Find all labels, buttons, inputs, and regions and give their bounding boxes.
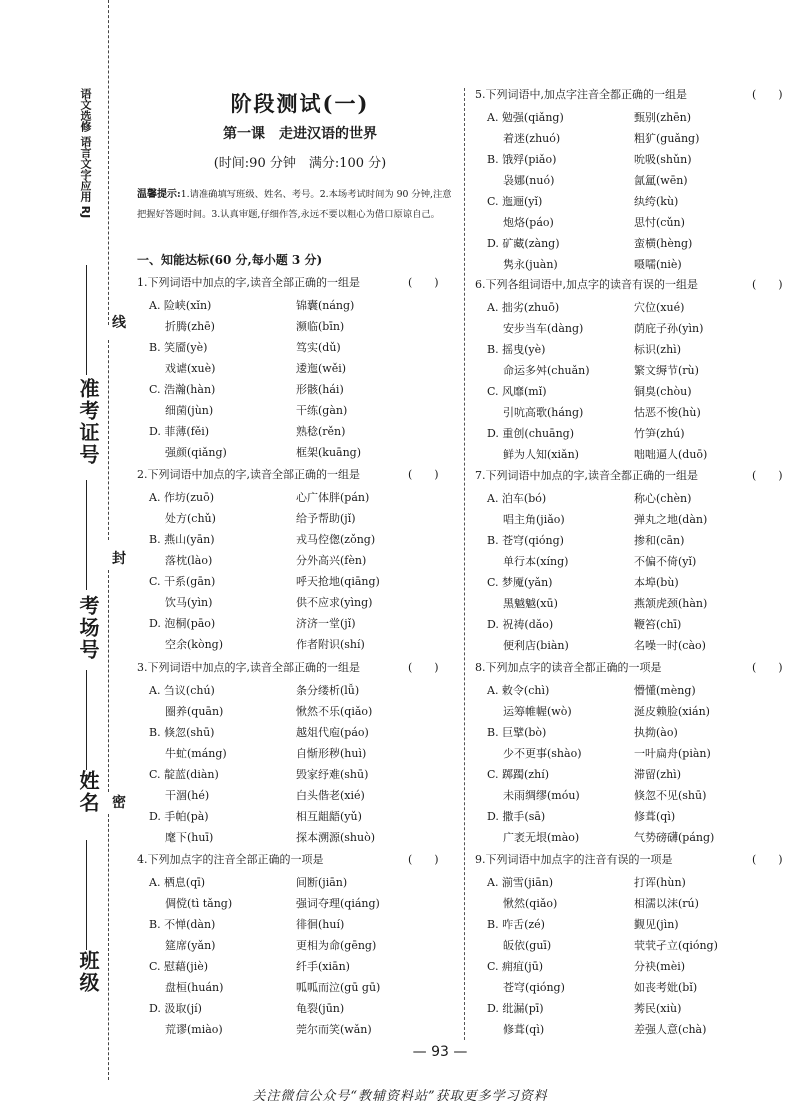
question-stem: 4.下列加点字的注音全部正确的一项是 — [137, 853, 324, 866]
option-word: 牛虻(máng) — [165, 747, 227, 760]
option-word: B. 巨擘(bò) — [487, 726, 547, 739]
option-word: 修葺(qì) — [503, 1023, 545, 1036]
question-stem: 3.下列词语中加点的字,读音全部正确的一组是 — [137, 661, 360, 674]
option-word: 少不更事(shào) — [503, 747, 582, 760]
answer-blank[interactable]: ( ) — [752, 853, 783, 866]
option-word: 标识(zhì) — [634, 343, 681, 356]
option-word: 莞尔而笑(wǎn) — [296, 1023, 372, 1036]
option-word: 嗫嚅(niè) — [634, 258, 682, 271]
option-word: 袅娜(nuó) — [503, 174, 555, 187]
option-word: 折腾(zhē) — [165, 320, 215, 333]
option-word: 茕茕孑立(qióng) — [634, 939, 718, 952]
option-word: 运筹帷幄(wò) — [503, 705, 572, 718]
option-word: 炮烙(páo) — [503, 216, 554, 229]
option-word: D. 菲薄(fěi) — [149, 425, 210, 438]
option-word: 本埠(bù) — [634, 576, 679, 589]
option-word: A. 作坊(zuō) — [149, 491, 215, 504]
question-stem: 8.下列加点字的读音全都正确的一项是 — [475, 661, 662, 674]
option-word: A. 拙劣(zhuō) — [487, 301, 560, 314]
option-word: 圈养(quān) — [165, 705, 224, 718]
fill-blank-line — [86, 670, 87, 770]
option-word: 龟裂(jūn) — [296, 1002, 345, 1015]
option-word: A. 敕令(chì) — [487, 684, 550, 697]
lesson-title: 第一课 走进汉语的世界 — [223, 126, 377, 142]
option-word: 徘徊(huí) — [296, 918, 345, 931]
tip-paragraph — [137, 185, 453, 224]
footer-note: 关注微信公众号“教辅资料站”获取更多学习资料 — [252, 1089, 548, 1104]
option-word: D. 矿藏(zàng) — [487, 237, 560, 250]
option-word: 一叶扁舟(piàn) — [634, 747, 711, 760]
option-word: 燕颔虎颈(hàn) — [634, 597, 708, 610]
option-word: 吮吸(shǔn) — [634, 153, 692, 166]
answer-blank[interactable]: ( ) — [752, 88, 783, 101]
option-word: 相互龃龉(yǔ) — [296, 810, 362, 823]
option-word: B. 咋舌(zé) — [487, 918, 545, 931]
option-word: 苍穹(qióng) — [503, 981, 565, 994]
option-word: 济济一堂(jǐ) — [296, 617, 356, 630]
option-word: 繁文缛节(rù) — [634, 364, 699, 377]
option-word: 倏忽不见(shū) — [634, 789, 707, 802]
name-label: 姓名 — [76, 770, 100, 814]
option-word: 懵懂(mèng) — [634, 684, 696, 697]
binding-dashed-line — [108, 0, 109, 325]
option-word: 差强人意(chà) — [634, 1023, 707, 1036]
fill-blank-line — [86, 265, 87, 375]
option-word: C. 靛蓝(diàn) — [149, 768, 219, 781]
option-word: 安步当车(dàng) — [503, 322, 584, 335]
option-word: 筵席(yǎn) — [165, 939, 216, 952]
exam-number-label: 准考证号 — [76, 378, 100, 466]
option-word: 穴位(xué) — [634, 301, 685, 314]
option-word: 相濡以沫(rú) — [634, 897, 699, 910]
option-word: 不偏不倚(yǐ) — [634, 555, 697, 568]
answer-blank[interactable]: ( ) — [408, 468, 439, 481]
option-word: 空余(kòng) — [165, 638, 223, 651]
option-word: 毁家纾难(shū) — [296, 768, 369, 781]
option-word: A. 勉强(qiǎng) — [487, 111, 564, 124]
option-word: 甄别(zhēn) — [634, 111, 692, 124]
option-word: B. 饿殍(piǎo) — [487, 153, 557, 166]
option-word: D. 撒手(sā) — [487, 810, 546, 823]
option-word: 呱呱而泣(gū gū) — [296, 981, 381, 994]
question-stem: 7.下列词语中加点的字,读音全都正确的一组是 — [475, 469, 698, 482]
option-word: 皈依(guī) — [503, 939, 552, 952]
option-word: 分外高兴(fèn) — [296, 554, 367, 567]
option-word: 鞭笞(chī) — [634, 618, 682, 631]
option-word: 修葺(qì) — [634, 810, 676, 823]
question-stem: 5.下列词语中,加点字注音全都正确的一组是 — [475, 88, 687, 101]
option-word: 引吭高歌(háng) — [503, 406, 584, 419]
binding-dashed-line — [108, 340, 109, 540]
page-number: — 93 — — [412, 1044, 468, 1060]
option-word: 便利店(biàn) — [503, 639, 569, 652]
option-word: B. 苍穹(qióng) — [487, 534, 564, 547]
option-word: 弹丸之地(dàn) — [634, 513, 708, 526]
option-word: 黑魆魆(xū) — [503, 597, 558, 610]
option-word: 氤氲(wēn) — [634, 174, 688, 187]
option-word: 自惭形秽(huì) — [296, 747, 367, 760]
option-word: 鲜为人知(xiǎn) — [503, 448, 579, 461]
option-word: A. 湔雪(jiān) — [487, 876, 554, 889]
option-word: 广袤无垠(mào) — [503, 831, 580, 844]
binding-mark-seal: 封 — [112, 551, 126, 567]
option-word: 干练(gàn) — [296, 404, 348, 417]
answer-blank[interactable]: ( ) — [752, 278, 783, 291]
option-word: 濒临(bīn) — [296, 320, 345, 333]
question-stem: 6.下列各组词语中,加点字的读音有误的一组是 — [475, 278, 698, 291]
option-word: 滞留(zhì) — [634, 768, 681, 781]
class-label: 班级 — [76, 950, 100, 994]
option-word: 思忖(cǔn) — [634, 216, 685, 229]
exam-room-label: 考场号 — [76, 595, 100, 661]
tip-text: 1.请准确填写班级、姓名、考号。2.本场考试时间为 90 分钟,注意把握好答题时间。3.认真审题,仔细作答,永远不要以粗心为借口原谅自己。 — [137, 189, 452, 220]
option-word: 越俎代庖(páo) — [296, 726, 369, 739]
option-word: 竹笋(zhú) — [634, 427, 685, 440]
option-word: C. 浩瀚(hàn) — [149, 383, 216, 396]
option-word: D. 手帕(pà) — [149, 810, 209, 823]
answer-blank[interactable]: ( ) — [408, 661, 439, 674]
column-separator — [464, 88, 465, 1040]
option-word: 作者附识(shí) — [296, 638, 365, 651]
option-word: 麾下(huī) — [165, 831, 214, 844]
option-word: 愀然(qiǎo) — [503, 897, 558, 910]
option-word: 愀然不乐(qiǎo) — [296, 705, 373, 718]
question-stem: 1.下列词语中加点的字,读音全部正确的一组是 — [137, 276, 360, 289]
option-word: 锦囊(náng) — [296, 299, 355, 312]
option-word: 掺和(cān) — [634, 534, 685, 547]
option-word: 戎马倥偬(zǒng) — [296, 533, 376, 546]
option-word: 落枕(lào) — [165, 554, 213, 567]
option-word: 名噪一时(cào) — [634, 639, 706, 652]
option-word: 未雨绸缪(móu) — [503, 789, 580, 802]
option-word: C. 踯躅(zhí) — [487, 768, 549, 781]
option-word: 熟稔(rěn) — [296, 425, 346, 438]
option-word: 单行本(xíng) — [503, 555, 569, 568]
option-word: 形骸(hái) — [296, 383, 344, 396]
option-word: 倜傥(tì tǎng) — [165, 897, 233, 910]
option-word: 干涸(hé) — [165, 789, 210, 802]
option-word: C. 梦魇(yǎn) — [487, 576, 553, 589]
option-word: B. 倏忽(shū) — [149, 726, 215, 739]
question-stem: 2.下列词语中加点的字,读音全部正确的一组是 — [137, 468, 360, 481]
option-word: 间断(jiān) — [296, 876, 348, 889]
option-word: 强词夺理(qiáng) — [296, 897, 380, 910]
tip-label: 温馨提示: — [137, 189, 181, 200]
question-stem: 9.下列词语中加点字的注音有误的一项是 — [475, 853, 673, 866]
option-word: 称心(chèn) — [634, 492, 692, 505]
option-word: 饮马(yìn) — [165, 596, 213, 609]
option-word: B. 笑靥(yè) — [149, 341, 208, 354]
option-word: C. 痈疽(jū) — [487, 960, 544, 973]
option-word: 涎皮赖脸(xián) — [634, 705, 710, 718]
section-title: 一、知能达标(60 分,每小题 3 分) — [137, 253, 323, 267]
binding-dashed-line — [108, 814, 109, 1080]
option-word: D. 祝祷(dǎo) — [487, 618, 554, 631]
option-word: 气势磅礴(páng) — [634, 831, 715, 844]
binding-mark-secret: 密 — [112, 795, 126, 811]
option-word: 觐见(jìn) — [634, 918, 679, 931]
option-word: 命运多舛(chuǎn) — [503, 364, 590, 377]
binding-margin — [0, 0, 140, 1080]
option-word: C. 风靡(mǐ) — [487, 385, 547, 398]
option-word: B. 不惮(dàn) — [149, 918, 216, 931]
option-word: 执拗(ào) — [634, 726, 678, 739]
answer-blank[interactable]: ( ) — [408, 853, 439, 866]
option-word: A. 栖息(qī) — [149, 876, 206, 889]
option-word: 隽永(juàn) — [503, 258, 558, 271]
option-word: 粗犷(guǎng) — [634, 132, 700, 145]
answer-blank[interactable]: ( ) — [752, 661, 783, 674]
option-word: 纨绔(kù) — [634, 195, 679, 208]
option-word: 盘桓(huán) — [165, 981, 224, 994]
option-word: 给予帮助(jǐ) — [296, 512, 356, 525]
option-word: 细菌(jùn) — [165, 404, 214, 417]
option-word: A. 泊车(bó) — [487, 492, 547, 505]
option-word: 铜臭(chòu) — [634, 385, 692, 398]
option-word: D. 泡桐(pāo) — [149, 617, 216, 630]
option-word: 供不应求(yìng) — [296, 596, 373, 609]
option-word: C. 干系(gān) — [149, 575, 216, 588]
answer-blank[interactable]: ( ) — [752, 469, 783, 482]
time-info: (时间:90 分钟 满分:100 分) — [213, 156, 387, 171]
option-word: 如丧考妣(bǐ) — [634, 981, 698, 994]
option-word: 条分缕析(lǚ) — [296, 684, 360, 697]
option-word: 探本溯源(shuò) — [296, 831, 376, 844]
binding-mark-line: 线 — [112, 315, 126, 331]
answer-blank[interactable]: ( ) — [408, 276, 439, 289]
option-word: B. 摇曳(yè) — [487, 343, 546, 356]
option-word: 荒谬(miào) — [165, 1023, 223, 1036]
option-word: D. 汲取(jí) — [149, 1002, 202, 1015]
option-word: 蛮横(hèng) — [634, 237, 693, 250]
option-word: 打诨(hùn) — [634, 876, 686, 889]
option-word: 唱主角(jiǎo) — [503, 513, 565, 526]
fill-blank-line — [86, 840, 87, 950]
option-word: 框架(kuāng) — [296, 446, 362, 459]
page-title: 阶段测试(一) — [230, 91, 370, 116]
option-word: 莠民(xiù) — [634, 1002, 682, 1015]
option-word: 分袂(mèi) — [634, 960, 686, 973]
option-word: 心广体胖(pán) — [296, 491, 370, 504]
option-word: 更相为命(gēng) — [296, 939, 377, 952]
option-word: 纤手(xiān) — [296, 960, 350, 973]
option-word: B. 燕山(yān) — [149, 533, 215, 546]
option-word: 逶迤(wěi) — [296, 362, 347, 375]
option-word: 白头偕老(xié) — [296, 789, 365, 802]
option-word: C. 迤逦(yǐ) — [487, 195, 543, 208]
option-word: A. 险峡(xǐn) — [149, 299, 212, 312]
option-word: 着迷(zhuó) — [503, 132, 561, 145]
option-word: 呼天抢地(qiāng) — [296, 575, 380, 588]
option-word: A. 刍议(chú) — [149, 684, 215, 697]
subject-label: 语文选修 语言文字应用 RJ — [79, 88, 92, 219]
option-word: 处方(chǔ) — [165, 512, 216, 525]
option-word: D. 重创(chuāng) — [487, 427, 575, 440]
option-word: D. 纰漏(pī) — [487, 1002, 544, 1015]
option-word: 笃实(dǔ) — [296, 341, 341, 354]
option-word: 强颜(qiǎng) — [165, 446, 227, 459]
fill-blank-line — [86, 480, 87, 590]
option-word: C. 慰藉(jiè) — [149, 960, 209, 973]
option-word: 咄咄逼人(duō) — [634, 448, 708, 461]
option-word: 怙恶不悛(hù) — [634, 406, 701, 419]
option-word: 荫庇子孙(yìn) — [634, 322, 704, 335]
binding-dashed-line — [108, 570, 109, 792]
option-word: 戏谑(xuè) — [165, 362, 216, 375]
